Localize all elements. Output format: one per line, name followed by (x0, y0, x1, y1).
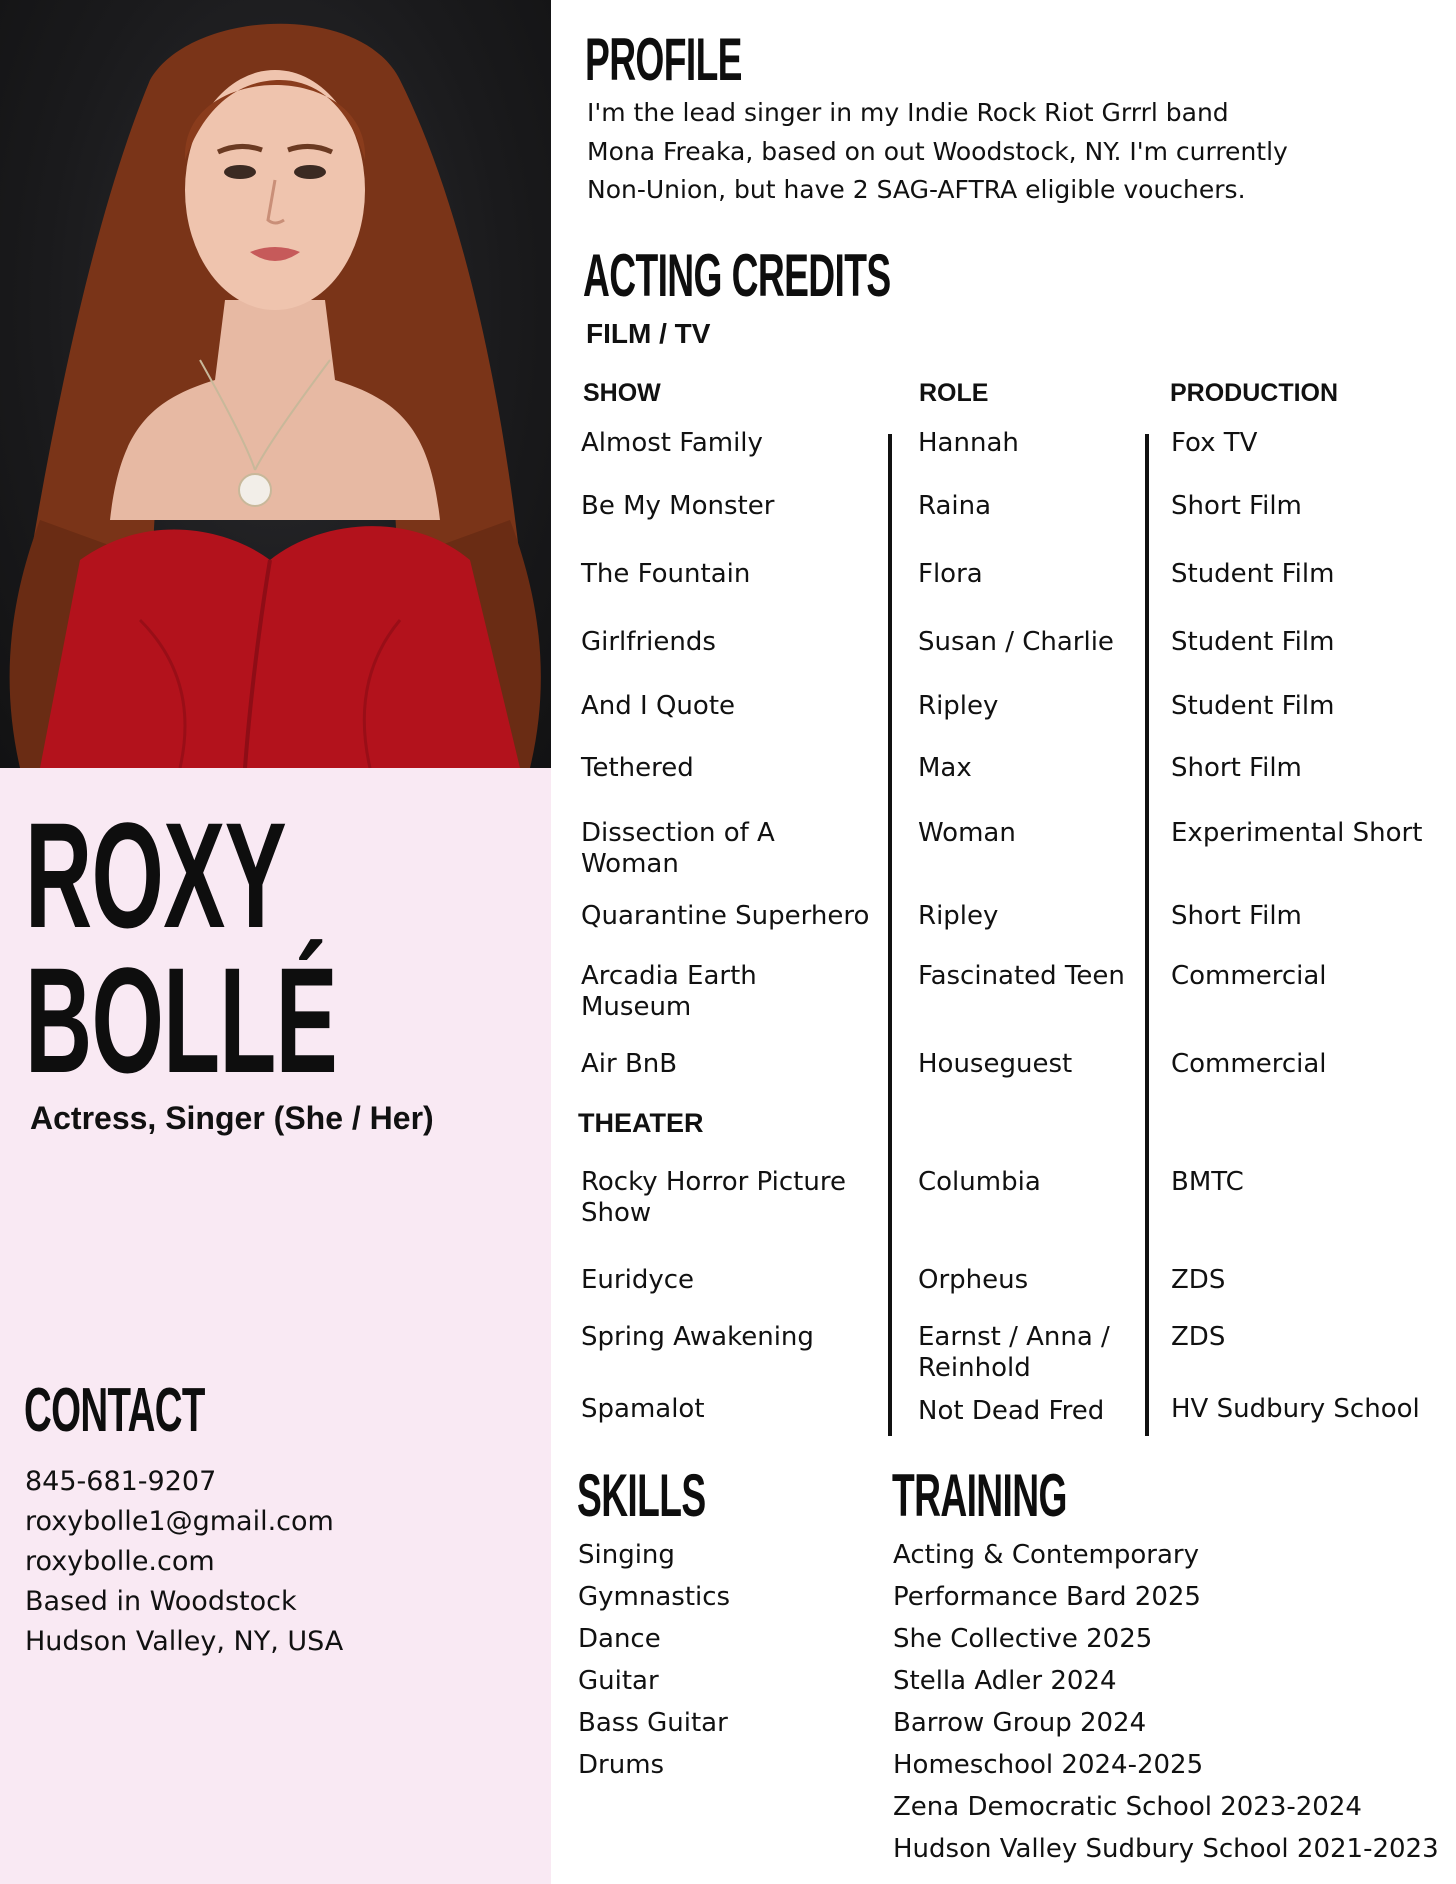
theater-production: ZDS (1171, 1322, 1226, 1352)
film-role: Woman (918, 818, 1016, 848)
contact-location-line2: Hudson Valley, NY, USA (25, 1626, 344, 1657)
theater-show: Spring Awakening (581, 1322, 814, 1352)
theater-role: Orpheus (918, 1265, 1029, 1295)
film-production: Experimental Short (1171, 818, 1423, 848)
film-show: The Fountain (581, 559, 751, 589)
training-title: TRAINING (892, 1462, 1067, 1529)
film-show: And I Quote (581, 691, 736, 721)
headshot-photo (0, 0, 551, 768)
film-role: Ripley (918, 901, 999, 931)
film-role: Raina (918, 491, 992, 521)
film-role: Fascinated Teen (918, 961, 1125, 991)
training-item: Barrow Group 2024 (893, 1708, 1147, 1738)
film-role: Ripley (918, 691, 999, 721)
film-production: Short Film (1171, 491, 1302, 521)
contact-location-line1: Based in Woodstock (25, 1586, 297, 1617)
skill-item: Guitar (578, 1666, 659, 1696)
profile-text (587, 94, 1387, 210)
column-header-role: ROLE (919, 379, 989, 407)
film-show: Tethered (581, 753, 694, 783)
theater-production: BMTC (1171, 1167, 1244, 1197)
skill-item: Singing (578, 1540, 675, 1570)
film-production: Student Film (1171, 559, 1335, 589)
theater-production: ZDS (1171, 1265, 1226, 1295)
left-panel (0, 0, 551, 1884)
film-show: Dissection of A Woman (581, 818, 775, 879)
film-production: Commercial (1171, 961, 1327, 991)
subtitle: Actress, Singer (She / Her) (30, 1100, 434, 1136)
film-show: Arcadia Earth Museum (581, 961, 757, 1022)
film-role: Houseguest (918, 1049, 1073, 1079)
column-header-show: SHOW (583, 379, 661, 407)
training-item: Zena Democratic School 2023-2024 (893, 1792, 1362, 1822)
skill-item: Dance (578, 1624, 661, 1654)
film-role: Hannah (918, 428, 1019, 458)
name-last: BOLLÉ (25, 936, 338, 1104)
skill-item: Drums (578, 1750, 665, 1780)
training-list (893, 1534, 1439, 1870)
theater-role: Earnst / Anna / Reinhold (918, 1322, 1110, 1383)
contact-phone[interactable]: 845-681-9207 (25, 1466, 217, 1497)
film-production: Fox TV (1171, 428, 1258, 458)
training-item: Stella Adler 2024 (893, 1666, 1117, 1696)
film-role: Flora (918, 559, 983, 589)
theater-role: Columbia (918, 1167, 1041, 1197)
contact-list (25, 1462, 343, 1662)
theater-label: THEATER (578, 1108, 704, 1138)
profile-line: I'm the lead singer in my Indie Rock Riot Grrrl band (587, 98, 1229, 127)
contact-website[interactable]: roxybolle.com (25, 1546, 215, 1577)
name-first: ROXY (25, 791, 287, 959)
theater-production: HV Sudbury School (1171, 1394, 1420, 1424)
film-production: Commercial (1171, 1049, 1327, 1079)
film-production: Short Film (1171, 753, 1302, 783)
film-role: Max (918, 753, 972, 783)
film-show: Girlfriends (581, 627, 716, 657)
film-show: Air BnB (581, 1049, 678, 1079)
training-item: Performance Bard 2025 (893, 1582, 1201, 1612)
skills-list (578, 1534, 730, 1786)
film-show: Almost Family (581, 428, 763, 458)
training-item: Hudson Valley Sudbury School 2021-2023 (893, 1834, 1439, 1864)
training-item: Acting & Contemporary (893, 1540, 1199, 1570)
column-divider-1 (888, 434, 892, 1436)
profile-line: Non-Union, but have 2 SAG-AFTRA eligible vouchers. (587, 175, 1246, 204)
contact-email[interactable]: roxybolle1@gmail.com (25, 1506, 334, 1537)
theater-show: Rocky Horror Picture Show (581, 1167, 846, 1228)
film-production: Short Film (1171, 901, 1302, 931)
film-show: Be My Monster (581, 491, 775, 521)
training-item: She Collective 2025 (893, 1624, 1153, 1654)
film-role: Susan / Charlie (918, 627, 1114, 657)
film-tv-label: FILM / TV (586, 318, 711, 349)
acting-credits-title: ACTING CREDITS (583, 242, 891, 309)
training-item: Homeschool 2024-2025 (893, 1750, 1204, 1780)
theater-role: Not Dead Fred (918, 1396, 1105, 1426)
film-production: Student Film (1171, 691, 1335, 721)
headshot-illustration (0, 0, 551, 768)
skills-title: SKILLS (577, 1462, 706, 1529)
profile-title: PROFILE (585, 26, 742, 93)
skill-item: Gymnastics (578, 1582, 731, 1612)
skill-item: Bass Guitar (578, 1708, 728, 1738)
theater-show: Euridyce (581, 1265, 695, 1295)
column-header-production: PRODUCTION (1170, 379, 1339, 407)
theater-show: Spamalot (581, 1394, 705, 1424)
film-show: Quarantine Superhero (581, 901, 870, 931)
profile-line: Mona Freaka, based on out Woodstock, NY. I'm currently (587, 136, 1288, 166)
contact-title: CONTACT (24, 1376, 205, 1445)
film-production: Student Film (1171, 627, 1335, 657)
